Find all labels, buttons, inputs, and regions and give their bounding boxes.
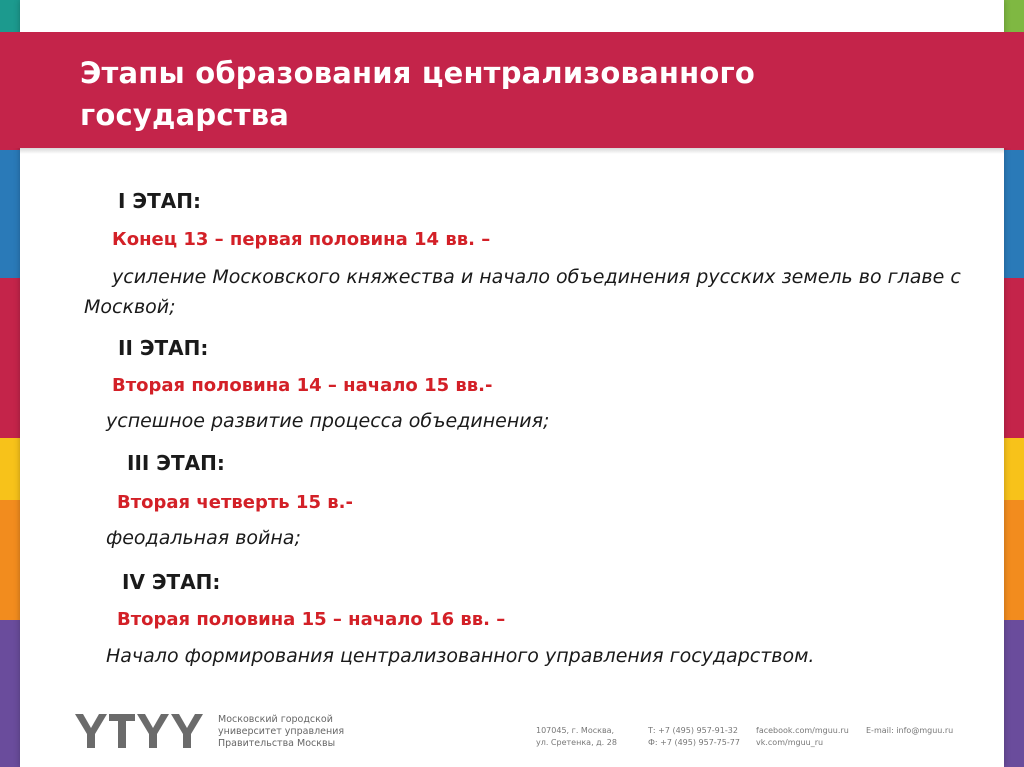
stage-2-description: успешное развитие процесса объединения; bbox=[106, 410, 550, 432]
stage-4-label: IV ЭТАП: bbox=[122, 570, 221, 594]
fax-number: Ф: +7 (495) 957-75-77 bbox=[648, 738, 740, 747]
stage-2-period: Вторая половина 14 – начало 15 вв.- bbox=[112, 375, 493, 396]
stage-3-description: феодальная война; bbox=[106, 527, 301, 549]
footer-address bbox=[536, 725, 617, 749]
title-banner-shadow bbox=[20, 148, 1004, 154]
facebook-link[interactable]: facebook.com/mguu.ru bbox=[756, 726, 849, 735]
vk-link[interactable]: vk.com/mguu_ru bbox=[756, 738, 824, 747]
organization-name-line-1: Московский городской bbox=[218, 714, 333, 725]
organization-name-line-2: университет управления bbox=[218, 726, 345, 737]
stage-1-label: I ЭТАП: bbox=[118, 189, 201, 213]
stage-3-period: Вторая четверть 15 в.- bbox=[117, 492, 353, 513]
organization-name bbox=[218, 714, 344, 750]
address-line-1: 107045, г. Москва, bbox=[536, 726, 615, 735]
footer-phones bbox=[648, 725, 740, 749]
organization-name-line-3: Правительства Москвы bbox=[218, 738, 336, 749]
slide-title: Этапы образования централизованного государства bbox=[80, 56, 755, 132]
stage-1-description: усиление Московского княжества и начало объединения русских земель во главе с Москвой; bbox=[84, 266, 961, 318]
footer-email[interactable]: E-mail: info@mguu.ru bbox=[866, 726, 954, 735]
stage-4-description: Начало формирования централизованного управления государством. bbox=[106, 645, 815, 667]
mguu-logo-mark bbox=[75, 714, 209, 748]
stage-2-label: II ЭТАП: bbox=[118, 336, 209, 360]
phone-number: Т: +7 (495) 957-91-32 bbox=[648, 726, 738, 735]
stage-1-period: Конец 13 – первая половина 14 вв. – bbox=[112, 229, 491, 250]
address-line-2: ул. Сретенка, д. 28 bbox=[536, 738, 617, 747]
stage-3-label: III ЭТАП: bbox=[127, 451, 225, 475]
footer-social bbox=[756, 725, 849, 749]
stage-4-period: Вторая половина 15 – начало 16 вв. – bbox=[117, 609, 506, 630]
